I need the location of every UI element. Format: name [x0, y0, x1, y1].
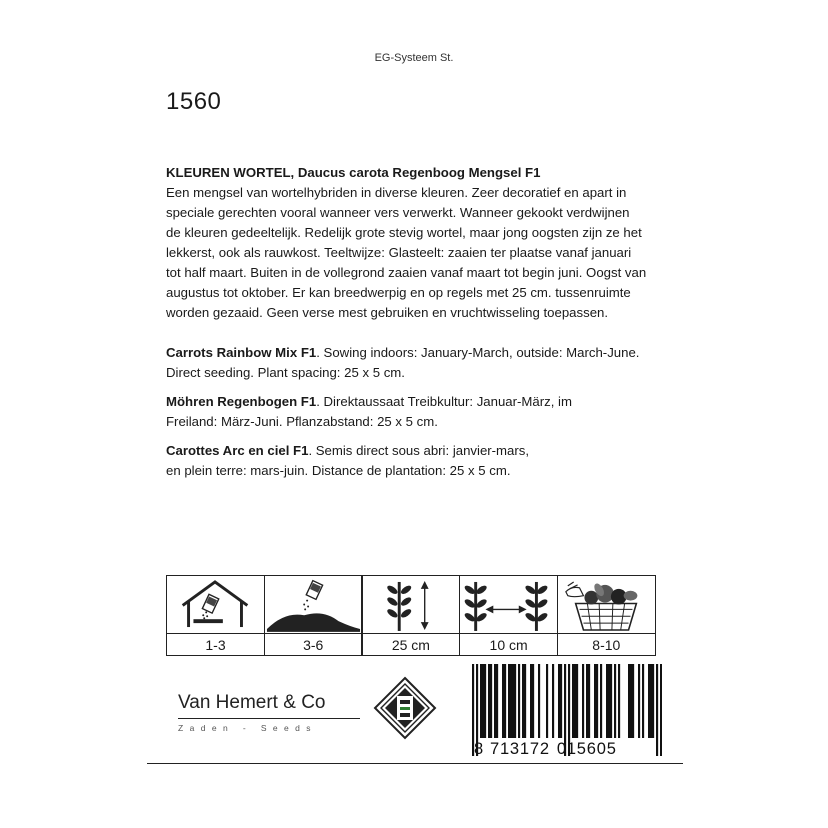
- cultivation-icons: [166, 575, 662, 656]
- french-description: [166, 441, 666, 481]
- barcode-bar: [508, 664, 510, 738]
- barcode-bar: [530, 664, 532, 738]
- brand-divider: [178, 718, 360, 719]
- icon-cell-harvest: [557, 575, 656, 656]
- barcode-bar: [632, 664, 634, 738]
- harvest-basket-icon: [558, 576, 655, 633]
- sowing-months-label: 1-3: [205, 637, 226, 653]
- barcode-bar: [600, 664, 602, 738]
- barcode-bar: [510, 664, 512, 738]
- outdoor-months-label: 3-6: [303, 637, 324, 653]
- greenhouse-sowing-icon: [167, 576, 264, 633]
- barcode-bar: [482, 664, 484, 738]
- icon-cell-spacing: [459, 575, 558, 656]
- french-text: . Semis direct sous abri: janvier-mars,: [308, 443, 530, 458]
- barcode-bar: [610, 664, 612, 738]
- barcode-bar: [648, 664, 650, 738]
- system-label: EG-Systeem St.: [374, 52, 454, 64]
- barcode-bar: [496, 664, 498, 738]
- barcode-bar: [518, 664, 520, 738]
- english-heading: Carrots Rainbow Mix F1: [166, 345, 317, 360]
- barcode-bar: [596, 664, 598, 738]
- brand-name: Van Hemert & Co: [178, 692, 326, 713]
- plant-height-icon: [362, 576, 459, 633]
- barcode-bar: [642, 664, 644, 738]
- german-heading: Möhren Regenbogen F1: [166, 394, 317, 409]
- barcode-bar: [488, 664, 490, 738]
- barcode-bar: [586, 664, 588, 738]
- barcode-bar: [512, 664, 514, 738]
- barcode-bar: [618, 664, 620, 738]
- product-title: KLEUREN WORTEL, Daucus carota Regenboog Mengsel F1: [166, 165, 541, 180]
- barcode-bar: [514, 664, 516, 738]
- german-text-line2: Freiland: März-Juni. Pflanzabstand: 25 x 5 cm.: [166, 414, 438, 429]
- barcode-bar: [594, 664, 596, 738]
- harvest-months-label: 8-10: [592, 637, 621, 653]
- icon-cell-outdoor: [264, 575, 363, 656]
- barcode-bar: [558, 664, 560, 738]
- barcode-bar: [572, 664, 574, 738]
- french-heading: Carottes Arc en ciel F1: [166, 443, 309, 458]
- german-description: [166, 392, 666, 432]
- barcode-bar: [524, 664, 526, 738]
- description-line: speciale gerechten vooral wanneer vers verwerkt. Wanneer gekookt verdwijnen: [166, 205, 630, 220]
- barcode-digit-first: 8: [474, 740, 484, 758]
- barcode-bar: [582, 664, 584, 738]
- barcode-bar: [638, 664, 640, 738]
- description-line: augustus tot oktober. Er kan breedwerpig en op regels met 25 cm. tussenruimte: [166, 285, 631, 300]
- barcode-bar: [608, 664, 610, 738]
- description-line: worden gezaaid. Geen verse mest gebruiken en vruchtwisseling toepassen.: [166, 305, 609, 320]
- bottom-divider: [147, 763, 683, 764]
- german-text: . Direktaussaat Treibkultur: Januar-März, im: [316, 394, 572, 409]
- barcode-bar: [504, 664, 506, 738]
- french-text-line2: en plein terre: mars-juin. Distance de plantation: 25 x 5 cm.: [166, 463, 511, 478]
- outdoor-sowing-icon: [265, 576, 362, 633]
- dutch-description: [166, 163, 666, 323]
- barcode-bar: [614, 664, 616, 738]
- icon-cell-height: [361, 575, 460, 656]
- brand-tagline: Zaden - Seeds: [178, 723, 317, 733]
- barcode-digits-left: 713172: [489, 740, 550, 758]
- barcode-bar: [494, 664, 496, 738]
- barcode-bar: [660, 664, 662, 756]
- product-number: 1560: [166, 88, 222, 115]
- barcode-bar: [628, 664, 630, 738]
- barcode-digits-right: 015605: [556, 740, 617, 758]
- barcode-bar: [502, 664, 504, 738]
- english-text: . Sowing indoors: January-March, outside: March-June.: [316, 345, 640, 360]
- barcode-bar: [588, 664, 590, 738]
- barcode-bar: [546, 664, 548, 738]
- plant-spacing-label: 10 cm: [489, 637, 528, 653]
- english-text-line2: Direct seeding. Plant spacing: 25 x 5 cm.: [166, 365, 405, 380]
- description-line: tot half maart. Buiten in de vollegrond zaaien vanaf maart tot begin juni. Oogst van: [166, 265, 647, 280]
- barcode-bar: [650, 664, 652, 738]
- barcode-bar: [490, 664, 492, 738]
- barcode-bar: [576, 664, 578, 738]
- barcode-bar: [606, 664, 608, 738]
- english-description: [166, 343, 666, 383]
- plant-spacing-icon: [460, 576, 557, 633]
- plant-height-label: 25 cm: [391, 637, 430, 653]
- barcode-bar: [574, 664, 576, 738]
- barcode-bar: [532, 664, 534, 738]
- barcode-bar: [480, 664, 482, 738]
- quality-seal-icon: [373, 676, 437, 740]
- barcode-bar: [652, 664, 654, 738]
- description-line: lekkerst, ook als rauwkost. Teeltwijze: Glasteelt: zaaien ter plaatse vanaf januari: [166, 245, 632, 260]
- barcode-bar: [552, 664, 554, 738]
- description-line: de kleuren gedeeltelijk. Redelijk grote stevig wortel, maar jong oogsten zijn ze het: [166, 225, 642, 240]
- description-line: Een mengsel van wortelhybriden in diverse kleuren. Zeer decoratief en apart in: [166, 185, 627, 200]
- icon-cell-greenhouse: [166, 575, 265, 656]
- barcode-bar: [630, 664, 632, 738]
- barcode-bar: [538, 664, 540, 738]
- brand-logo: [178, 692, 360, 733]
- barcode-number: [474, 740, 660, 759]
- barcode-bar: [560, 664, 562, 738]
- barcode-bar: [522, 664, 524, 738]
- barcode-bar: [484, 664, 486, 738]
